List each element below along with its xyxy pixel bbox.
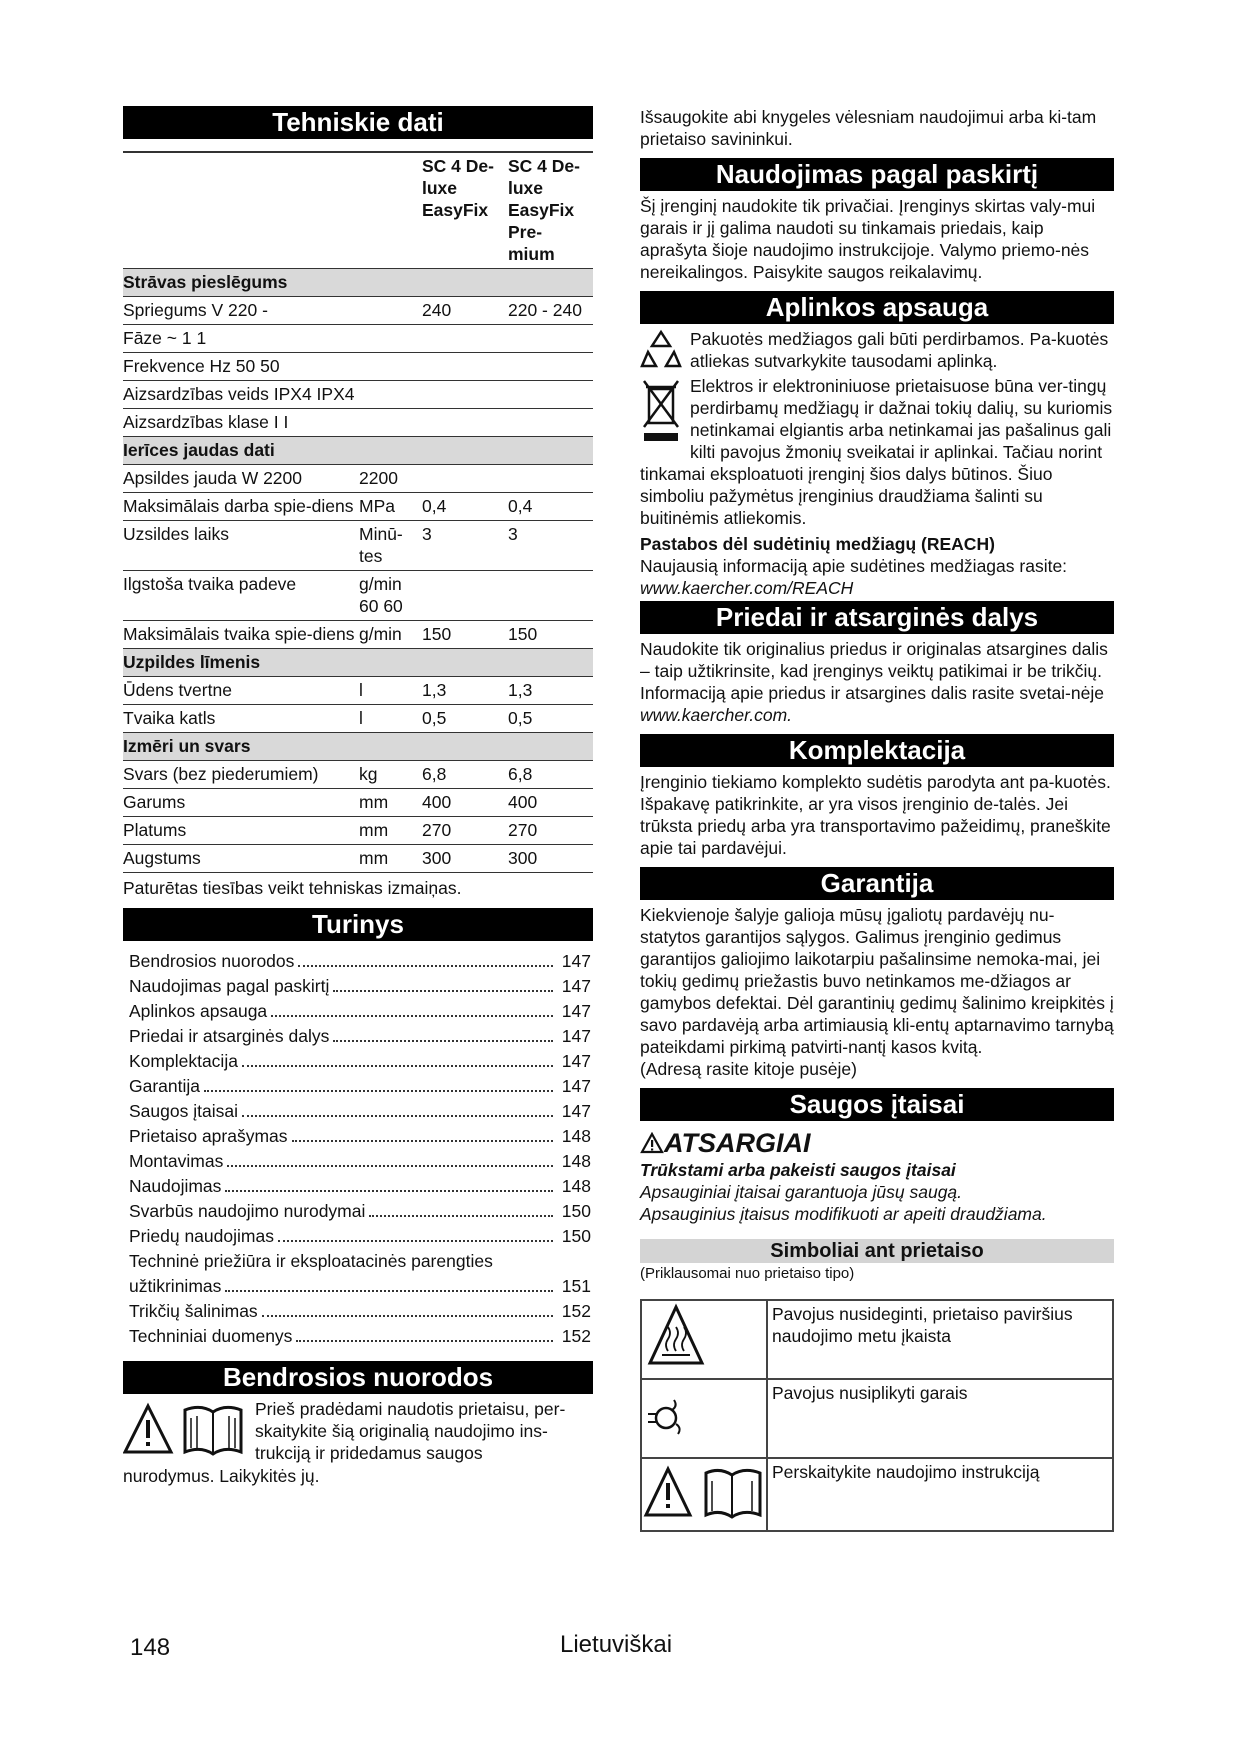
tech-section-header: Ierīces jaudas dati — [123, 437, 593, 465]
toc-item[interactable]: Svarbūs naudojimo nurodymai 150 — [129, 1201, 591, 1221]
kit-text: Įrenginio tiekiamo komplekto sudėtis parodyta ant pa-kuotės. Išpakavę patikrinkite, ar yra visos įrenginio de-talės. Jei trūksta priedų arba yra transportavimo pažeidimų, praneškite apie tai pardavėjui. — [640, 772, 1111, 858]
kit-title: Komplektacija — [640, 734, 1114, 767]
intro-text: Išsaugokite abi knygeles vėlesniam naudojimui arba ki-tam prietaiso savininkui. — [640, 107, 1097, 149]
reach-link[interactable]: www.kaercher.com/REACH — [640, 578, 854, 598]
tech-section-header: Uzpildes līmenis — [123, 649, 593, 677]
toc-item[interactable]: Komplektacija 147 — [129, 1051, 591, 1071]
symbol-text: Perskaitykite naudojimo instrukciją — [767, 1458, 1113, 1531]
reach-title: Pastabos dėl sudėtinių medžiagų (REACH) — [640, 534, 995, 554]
tech-row: Aizsardzības veids IPX4 IPX4 — [123, 381, 593, 409]
page-number: 148 — [130, 1634, 171, 1661]
toc-item[interactable]: Naudojimas pagal paskirtį 147 — [129, 976, 591, 996]
tech-note: Paturētas tiesības veikt tehniskas izmaiņas. — [123, 878, 462, 898]
symbol-row — [641, 1458, 1113, 1531]
caution-sub: Trūkstami arba pakeisti saugos įtaisai — [640, 1160, 956, 1180]
symbol-row — [641, 1379, 1113, 1458]
tech-row: Fāze ~ 1 1 — [123, 325, 593, 353]
caution-line-1: Apsauginiai įtaisai garantuoja jūsų saugą. — [640, 1182, 963, 1202]
read-manual-icon — [641, 1458, 767, 1531]
symbols-note: (Priklausomai nuo prietaiso tipo) — [640, 1265, 855, 1282]
toc-item[interactable]: Montavimas 148 — [129, 1151, 591, 1171]
hot-surface-icon — [641, 1300, 767, 1379]
env-title: Aplinkos apsauga — [640, 291, 1114, 324]
toc-item[interactable]: Bendrosios nuorodos 147 — [129, 951, 591, 971]
toc-item[interactable]: Techniniai duomenys 152 — [129, 1326, 591, 1346]
col-a-header: SC 4 De- luxe EasyFix — [422, 152, 508, 269]
caution-heading: ATSARGIAI — [640, 1127, 1114, 1159]
caution-triangle-icon — [640, 1132, 664, 1154]
footer-language: Lietuviškai — [560, 1631, 673, 1658]
tech-row: Augstums mm 300 300 — [123, 845, 593, 873]
tech-table — [123, 151, 593, 873]
toc-item[interactable]: Trikčių šalinimas 152 — [129, 1301, 591, 1321]
warranty-note: (Adresą rasite kitoje pusėje) — [640, 1059, 857, 1079]
acc-title: Priedai ir atsarginės dalys — [640, 601, 1114, 634]
tech-row: Ūdens tvertne l 1,3 1,3 — [123, 677, 593, 705]
acc-text-2: Informaciją apie priedus ir atsargines dalis rasite svetai-nėje — [640, 683, 1104, 703]
tech-row: Maksimālais darba spie-diens MPa 0,4 0,4 — [123, 493, 593, 521]
steam-icon — [641, 1379, 767, 1458]
general-title: Bendrosios nuorodos — [123, 1361, 593, 1394]
toc-title: Turinys — [123, 908, 593, 941]
toc-item[interactable]: Prietaiso aprašymas 148 — [129, 1126, 591, 1146]
symbol-text: Pavojus nusideginti, prietaiso paviršius naudojimo metu įkaista — [767, 1300, 1113, 1379]
acc-text-1: Naudokite tik originalius priedus ir originalas atsargines dalis – taip užtikrinsite, kad įrenginys veiktų patikimai ir be trikčių. — [640, 639, 1108, 681]
symbol-text: Pavojus nusiplikyti garais — [767, 1379, 1113, 1458]
env-text-1: Pakuotės medžiagos gali būti perdirbamos. Pa-kuotės atliekas sutvarkykite tausodami aplinką. — [690, 329, 1109, 371]
warranty-title: Garantija — [640, 867, 1114, 900]
tech-section-header: Izmēri un svars — [123, 733, 593, 761]
col-b-header: SC 4 De- luxe EasyFix Pre- mium — [508, 152, 593, 269]
tech-row: Svars (bez piederumiem) kg 6,8 6,8 — [123, 761, 593, 789]
tech-row: Aizsardzības klase I I — [123, 409, 593, 437]
toc-item[interactable]: Naudojimas 148 — [129, 1176, 591, 1196]
toc-item[interactable]: Saugos įtaisai 147 — [129, 1101, 591, 1121]
tech-row: Frekvence Hz 50 50 — [123, 353, 593, 381]
general-text-2: nurodymus. Laikykitės jų. — [123, 1466, 320, 1486]
tech-title: Tehniskie dati — [123, 106, 593, 139]
warning-book-icon — [123, 1402, 247, 1463]
acc-link[interactable]: www.kaercher.com. — [640, 705, 793, 725]
use-title: Naudojimas pagal paskirtį — [640, 158, 1114, 191]
tech-row: Apsildes jauda W 2200 2200 — [123, 465, 593, 493]
toc-item[interactable]: Techninė priežiūra ir eksploatacinės parengties užtikrinimas 151 — [129, 1251, 591, 1296]
tech-section-header: Strāvas pieslēgums — [123, 269, 593, 297]
tech-row: Ilgstoša tvaika padeve g/min 60 60 — [123, 571, 593, 621]
symbols-table — [640, 1299, 1114, 1532]
symbols-title: Simboliai ant prietaiso — [640, 1239, 1114, 1263]
toc-item[interactable]: Aplinkos apsauga 147 — [129, 1001, 591, 1021]
tech-row: Uzsildes laiks Minū-tes 3 3 — [123, 521, 593, 571]
toc-item[interactable]: Priedai ir atsarginės dalys 147 — [129, 1026, 591, 1046]
safety-title: Saugos įtaisai — [640, 1088, 1114, 1121]
warranty-text: Kiekvienoje šalyje galioja mūsų įgaliotų pardavėjų nu-statytos garantijos sąlygos. Galimus įrenginio gedimus garantijos galiojimo laikotarpiu pašalinsime nemoka-mai, jei tokių gedimų priežastis buvo netinkamos me-džiagos ar gamybos defektai. Dėl garantinių gedimų šalinimo kreipkitės į savo pardavėją arba artimiausią kli-entų aptarnavimo tarnybą pateikdami pirkimą patvirti-nantį kasos kvitą. — [640, 905, 1114, 1057]
tech-row: Spriegums V 220 - 240 220 - 240 — [123, 297, 593, 325]
reach-text: Naujausią informaciją apie sudėtines medžiagas rasite: — [640, 556, 1068, 576]
toc — [123, 949, 593, 1349]
crossed-bin-icon — [640, 377, 682, 448]
caution-line-2: Apsauginius įtaisus modifikuoti ar apeiti draudžiama. — [640, 1204, 1047, 1224]
symbol-row — [641, 1300, 1113, 1379]
tech-row: Maksimālais tvaika spie-diens g/min 150 150 — [123, 621, 593, 649]
toc-item[interactable]: Priedų naudojimas 150 — [129, 1226, 591, 1246]
general-text: Prieš pradėdami naudotis prietaisu, per-skaitykite šią originalią naudojimo ins-trukciją ir pridedamus saugos — [255, 1399, 566, 1463]
tech-row: Platums mm 270 270 — [123, 817, 593, 845]
toc-item[interactable]: Garantija 147 — [129, 1076, 591, 1096]
recycling-icon — [640, 328, 682, 375]
env-text-2: Elektros ir elektroniniuose prietaisuose būna ver-tingų perdirbamų medžiagų ir dažnai tokių dalių, su kuriomis netinkamai elgiantis arba netinkamai jas pašalinus gali kilti pavojus žmonių sveikatai ir aplinkai. Tačiau norint tinkamai eksploatuoti įrenginį šios dalys būtinos. Šiuo simboliu pažymėtus įrenginius draudžiama šalinti su buitinėmis atliekomis. — [640, 376, 1113, 528]
tech-row: Garums mm 400 400 — [123, 789, 593, 817]
tech-row: Tvaika katls l 0,5 0,5 — [123, 705, 593, 733]
right-column — [640, 106, 1114, 1532]
left-column — [123, 106, 593, 1487]
use-text: Šį įrenginį naudokite tik privačiai. Įrenginys skirtas valy-mui garais ir jį galima naudoti su tinkamais priedais, kaip aprašyta šioje naudojimo instrukcijoje. Valymo priemo-nės nereikalingos. Paisykite saugos reikalavimų. — [640, 196, 1096, 282]
